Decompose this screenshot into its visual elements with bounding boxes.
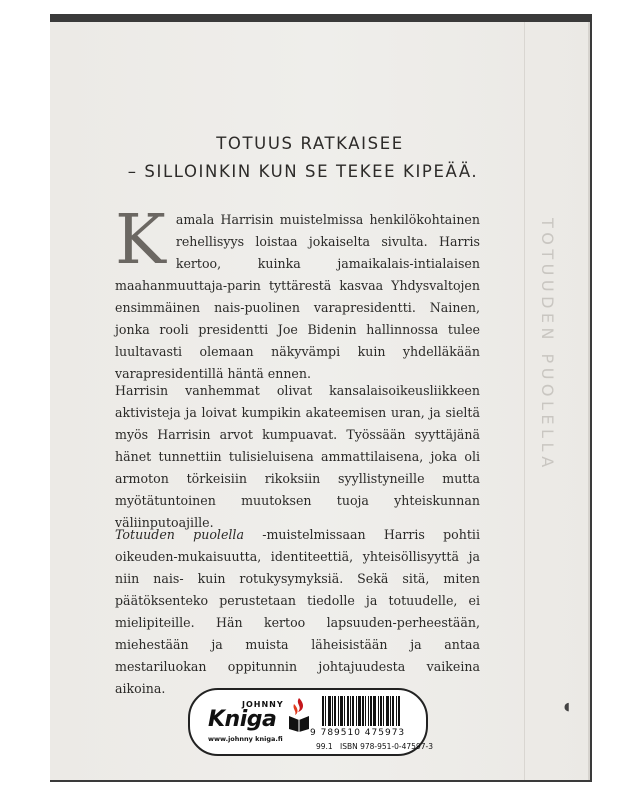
logo-url-text: www.johnny kniga.fi bbox=[208, 735, 283, 743]
logo-kniga-text: Kniga bbox=[208, 707, 277, 732]
blurb-paragraph-2 bbox=[115, 380, 480, 534]
publisher-logo bbox=[204, 698, 296, 748]
drop-cap: K bbox=[115, 201, 166, 280]
paragraph-2-text: Harrisin vanhemmat olivat kansalaisoikeusliikkeen aktivisteja ja loivat kumpikin akateemisen uran, ja sieltä myös Harrisin arvot kumpuavat. Työssään syyttäjänä hänet tunnettiin tulisieluisena ammattilaisena, joka oli armoton törkeisiin rikoksiin syyllistyneille mutta myötätuntoinen muutoksen tuoja yhteiskunnan väliinputoajille. bbox=[115, 383, 480, 530]
price-code: 99.1 bbox=[316, 742, 333, 751]
price-sticker bbox=[188, 688, 433, 756]
paragraph-3-text: -muistelmissaan Harris pohtii oikeuden-mukaisuutta, identiteettiä, yhteisöllisyyttä ja niin nais- kuin rotukysymyksiä. Sekä sitä, miten päätöksenteko perustetaan tiedolle ja totuudelle, ei mielipiteille. Hän kertoo lapsuuden-perheestään, miehestään ja muista läheisistään ja antaa mestariluokan oppitunnin johtajuudesta vaikeina aikoina. bbox=[115, 527, 480, 696]
book-title-italic: Totuuden puolella bbox=[115, 527, 244, 542]
blurb-paragraph-3 bbox=[115, 524, 480, 700]
spine-title: TOTUUDEN PUOLELLA bbox=[538, 218, 557, 472]
headline-line-2: – SILLOINKIN KUN SE TEKEE KIPEÄÄ. bbox=[127, 162, 479, 181]
headline-line-1: TOTUUS RATKAISEE bbox=[216, 134, 404, 153]
barcode-number: 9 789510 475973 bbox=[310, 728, 406, 738]
barcode bbox=[322, 696, 418, 726]
isbn-text: ISBN 978-951-0-47597-3 bbox=[340, 742, 433, 751]
spine-fold-line bbox=[524, 22, 525, 780]
logo-johnny-text: JOHNNY bbox=[242, 700, 284, 709]
publisher-spine-logo-icon: ◖ bbox=[564, 700, 570, 713]
paragraph-1-text: amala Harrisin muistelmissa henkilökohtainen rehellisyys loistaa jokaiselta sivulta. Harris kertoo, kuinka jamaikalais-intialaisen maahanmuuttaja-parin tyttärestä kasvaa Yhdysvaltojen ensimmäinen nais-puolinen varapresidentti. Nainen, jonka rooli presidentti Joe Bidenin hallinnossa tulee luultavasti olemaan näkyvämpi kuin yhdelläkään varapresidentillä häntä ennen. bbox=[115, 212, 480, 381]
blurb-paragraph-1 bbox=[115, 201, 480, 385]
flaming-book-icon bbox=[286, 696, 312, 732]
